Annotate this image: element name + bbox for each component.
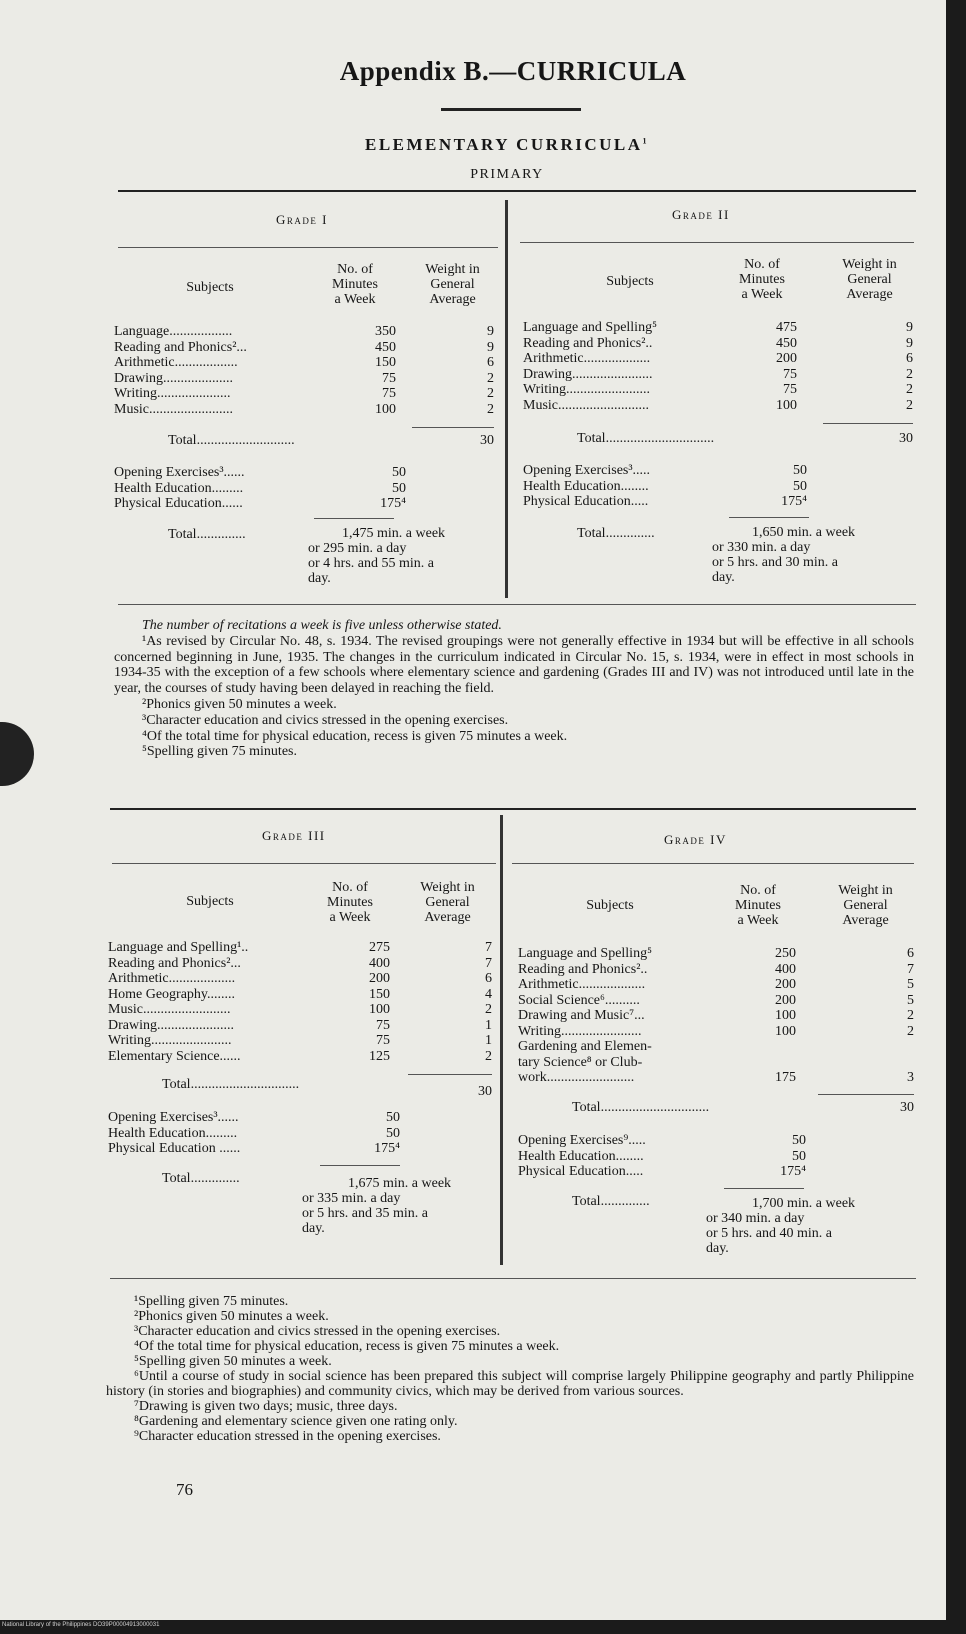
section-label: PRIMARY [470,167,544,182]
subject-cell: Gardening and Elemen- [518,1039,652,1054]
header-line: No. of [744,257,780,272]
minutes-cell: 200 [775,977,796,992]
footnote: ⁹Character education stressed in the opening exercises. [134,1429,441,1444]
header-line: Average [842,913,889,928]
table-row [523,398,913,414]
footnote: ⁵Spelling given 50 minutes a week. [134,1354,332,1369]
weight-cell: 2 [906,366,913,382]
grade4-heading: Grade IV [664,832,727,847]
table-row [518,993,914,1009]
header-line: Minutes [739,272,785,287]
minutes-cell: 250 [775,946,796,961]
table-row [518,1039,914,1055]
table-row [108,971,492,987]
weight-cell: 2 [485,1048,492,1064]
grade3-rows [108,940,492,1064]
grand-line: or 340 min. a day [706,1211,805,1226]
table-divider [505,200,508,598]
weight-cell: 5 [907,977,914,992]
grade4-minutes-header [718,883,798,928]
weight-cell: 1 [485,1017,492,1033]
grade2-rows [523,320,913,413]
weight-cell: 2 [487,401,494,417]
header-line: General [430,277,475,292]
scan-credit: National Library of the Philippines DO39P00004913000031 [2,1622,160,1628]
grade1-grand-label: Total.............. [168,527,246,542]
weight-cell: 7 [485,940,492,955]
grade3-subjects-header: Subjects [186,894,234,909]
footnote: ¹Spelling given 75 minutes. [134,1294,289,1309]
grade2-heading: Grade II [672,207,730,222]
weight-cell: 9 [487,324,494,339]
subject-cell: Drawing and Music⁷... [518,1008,645,1023]
minutes-cell: 450 [776,335,797,351]
weight-cell: 6 [487,355,494,370]
minutes-cell: 200 [369,971,390,986]
minutes-cell: 400 [775,961,796,977]
grade1-total-label: Total............................ [168,433,295,448]
weight-cell: 4 [485,986,492,1002]
grand-line: day. [302,1221,325,1236]
subject-cell: Writing....................... [518,1023,642,1039]
grade3-grand-total [302,1176,494,1236]
subject-cell: Writing........................ [523,382,650,397]
subject-cell: Music........................ [114,401,233,417]
weight-cell: 2 [906,382,913,397]
grade1-weight-rule [412,427,494,428]
weight-cell: 9 [487,339,494,355]
subject-cell: Home Geography........ [108,986,236,1002]
footnote: ⁸Gardening and elementary science given one rating only. [134,1414,458,1429]
footnote: ⁷Drawing is given two days; music, three days. [134,1399,398,1414]
minutes-cell: 125 [369,1048,390,1064]
header-line: Average [424,910,471,925]
subject-cell: Drawing....................... [523,366,653,382]
subject-cell: Arithmetic................... [518,977,646,992]
minutes-cell: 275 [369,940,390,955]
header-line: a Week [737,913,779,928]
grand-line: or 330 min. a day [712,540,811,555]
grade1-grand-total [308,526,498,586]
table-row [523,494,913,510]
grand-line: or 5 hrs. and 30 min. a [712,555,838,570]
weight-cell: 6 [485,971,492,986]
table-row [523,382,913,398]
grade3-heading: Grade III [262,828,326,843]
table-row [114,465,494,481]
subject-cell: Drawing.................... [114,370,233,386]
mid-notes [114,618,914,760]
table-row [518,1008,914,1024]
table-row [108,1002,492,1018]
footnote: ²Phonics given 50 minutes a week. [134,1309,329,1324]
header-line: No. of [740,883,776,898]
minutes-cell: 100 [775,1008,796,1023]
grade4-weight-header [818,883,913,928]
subject-cell: Language and Spelling⁵ [518,946,652,961]
grade2-extra-rows [523,463,913,510]
subtitle-text: ELEMENTARY CURRICULA [365,135,643,154]
minutes-cell: 50 [793,463,807,478]
subject-cell: Reading and Phonics²... [114,339,247,355]
grade2-grand-total [712,525,912,585]
minutes-cell: 50 [392,480,406,496]
table-row [523,479,913,495]
grade2-weight-rule [823,423,913,424]
minutes-cell: 100 [776,397,797,413]
header-line: Weight in [420,880,475,895]
header-line: Minutes [332,277,378,292]
grade3-extra-rows [108,1110,492,1157]
table-row [518,977,914,993]
grade1-total-weight: 30 [480,433,494,448]
grand-line: day. [706,1241,729,1256]
subject-cell: Social Science⁶.......... [518,992,640,1008]
grand-line: or 5 hrs. and 35 min. a [302,1206,428,1221]
grade4-rows [518,946,914,1086]
table-row [108,1033,492,1049]
grade4-total-label: Total............................... [572,1100,710,1115]
minutes-cell: 50 [792,1148,806,1164]
subject-cell: Opening Exercises³..... [523,463,651,478]
table-row [108,940,492,956]
grade4-subjects-header: Subjects [586,898,634,913]
header-line: General [843,898,888,913]
subject-cell: Drawing...................... [108,1017,234,1033]
footnote: ³Character education and civics stressed in the opening exercises. [134,1324,501,1339]
table-row [114,324,494,340]
minutes-cell: 100 [375,401,396,417]
minutes-cell: 175⁴ [380,496,406,511]
header-line: No. of [337,262,373,277]
subject-cell: Opening Exercises³...... [108,1110,239,1125]
table-row [518,1070,914,1086]
grade2-total-weight: 30 [899,431,913,446]
subject-cell: Health Education........ [518,1148,644,1164]
table-row [518,1149,914,1165]
grade2-weight-header [822,257,917,302]
subject-cell: Language.................. [114,324,233,339]
minutes-cell: 75 [783,382,797,397]
grand-line: 1,700 min. a week [752,1196,856,1211]
grade1-extra-rows [114,465,494,512]
minutes-cell: 75 [783,366,797,382]
scan-edge [946,0,966,1634]
header-line: a Week [741,287,783,302]
subject-cell: Health Education........ [523,478,649,494]
weight-cell: 5 [907,992,914,1008]
subject-cell: Physical Education..... [518,1164,644,1179]
grand-line: day. [712,570,735,585]
table-row [114,386,494,402]
page-number: 76 [176,1480,193,1499]
grade2-grand-label: Total.............. [577,526,655,541]
subject-cell: Music.......................... [523,397,649,413]
minutes-cell: 400 [369,955,390,971]
grade3-weight-rule [408,1074,492,1075]
header-line: Average [846,287,893,302]
subject-cell: Language and Spelling¹.. [108,940,249,955]
header-line: a Week [329,910,371,925]
page-title: Appendix B.—CURRICULA [339,56,687,86]
footnote-4: ⁴Of the total time for physical education, recess is given 75 minutes a week. [142,728,568,744]
weight-cell: 6 [907,946,914,961]
table-row [523,367,913,383]
minutes-cell: 200 [776,351,797,366]
table-row [518,1024,914,1040]
header-line: General [425,895,470,910]
header-line: Weight in [842,257,897,272]
binding-hole [0,722,34,786]
subject-cell: Writing....................... [108,1033,232,1048]
header-line: Weight in [425,262,480,277]
grade2-minutes-header [722,257,802,302]
table-row [108,1018,492,1034]
table2-top-rule [110,808,916,810]
subject-cell: Physical Education...... [114,496,243,511]
subject-cell: Health Education......... [114,480,244,496]
subject-cell: Arithmetic................... [523,351,651,366]
header-line: Minutes [735,898,781,913]
minutes-cell: 75 [376,1033,390,1048]
table-row [108,1141,492,1157]
subject-cell: Arithmetic.................. [114,355,238,370]
table-row [108,1110,492,1126]
grade1-subjects-header: Subjects [186,280,234,295]
section-subtitle [0,135,966,155]
table-row [518,946,914,962]
table-row [523,463,913,479]
minutes-cell: 75 [382,370,396,386]
header-line: No. of [332,880,368,895]
minutes-cell: 50 [793,478,807,494]
minutes-cell: 150 [369,986,390,1002]
table-row [523,320,913,336]
table-row [108,987,492,1003]
minutes-cell: 150 [375,355,396,370]
footnote-5: ⁵Spelling given 75 minutes. [142,744,297,760]
grade1-rows [114,324,494,417]
grade4-minutes-rule [724,1188,804,1189]
grade3-total-label: Total............................... [162,1077,300,1092]
weight-cell: 2 [907,1008,914,1023]
table-row [518,1055,914,1071]
grade4-grand-total [706,1196,914,1256]
weight-cell: 7 [485,955,492,971]
grand-line: 1,475 min. a week [342,526,446,541]
table-top-rule [118,190,916,192]
minutes-cell: 200 [775,992,796,1008]
grade1-header-rule [118,247,498,248]
grade2-minutes-rule [729,517,809,518]
minutes-cell: 75 [376,1017,390,1033]
weight-cell: 9 [906,335,913,351]
grade2-total-label: Total............................... [577,431,715,446]
table-row [518,1164,914,1180]
grade1-heading: Grade I [276,212,328,227]
grade3-total-weight: 30 [478,1084,492,1099]
footnote-3: ³Character education and civics stressed in the opening exercises. [142,712,509,728]
grade4-total-weight: 30 [900,1100,914,1115]
minutes-cell: 475 [776,320,797,335]
minutes-cell: 350 [375,324,396,339]
minutes-cell: 450 [375,339,396,355]
table2-bottom-rule [110,1278,916,1279]
footnote: ⁴Of the total time for physical education, recess is given 75 minutes a week. [134,1339,560,1354]
table-row [114,340,494,356]
weight-cell: 2 [906,397,913,413]
table-row [518,1133,914,1149]
subject-cell: Writing..................... [114,386,231,401]
weight-cell: 2 [485,1002,492,1017]
header-line: General [847,272,892,287]
subject-cell: Elementary Science...... [108,1048,241,1064]
minutes-cell: 100 [369,1002,390,1017]
grade3-weight-header [400,880,495,925]
grade4-weight-rule [818,1094,914,1095]
subject-cell: Music......................... [108,1002,231,1017]
subject-cell: Health Education......... [108,1125,238,1141]
weight-cell: 1 [485,1033,492,1048]
minutes-cell: 75 [382,386,396,401]
footnote-1: ¹As revised by Circular No. 48, s. 1934. The revised groupings were not generally effective in 1934 but will be effective in all schools concerned beginning in June, 1935. The changes in the curriculum indicated in Circular No. 15, s. 1934, were in effect in most schools in 1934-35 with the exception of a few schools where elementary science and gardening (Grades III and IV) was not introduced until late in the year, the courses of study having been delayed in reaching the field. [114,633,914,697]
weight-cell: 2 [907,1023,914,1039]
table-row [518,962,914,978]
subject-cell: Opening Exercises⁹..... [518,1133,646,1148]
minutes-cell: 175⁴ [374,1141,400,1156]
subject-cell: Reading and Phonics²... [108,955,241,971]
minutes-cell: 50 [386,1110,400,1125]
grade3-minutes-header [310,880,390,925]
grand-line: 1,650 min. a week [752,525,856,540]
subject-cell: Reading and Phonics².. [518,961,648,977]
weight-cell: 6 [906,351,913,366]
table-row [523,336,913,352]
header-line: a Week [334,292,376,307]
weight-cell: 7 [907,961,914,977]
header-line: Average [429,292,476,307]
grade2-subjects-header: Subjects [606,274,654,289]
grand-line: day. [308,571,331,586]
grade1-weight-header [405,262,500,307]
table-row [114,355,494,371]
minutes-cell: 50 [392,465,406,480]
table-bottom-rule [118,604,916,605]
table-row [114,481,494,497]
grade2-header-rule [520,242,914,243]
table-row [114,496,494,512]
subject-cell: Physical Education..... [523,494,649,509]
grand-line: or 4 hrs. and 55 min. a [308,556,434,571]
minutes-cell: 175⁴ [780,1164,806,1179]
grade3-header-rule [112,863,496,864]
minutes-cell: 100 [775,1023,796,1039]
grand-line: or 5 hrs. and 40 min. a [706,1226,832,1241]
grand-line: or 295 min. a day [308,541,407,556]
subject-cell: Reading and Phonics².. [523,335,653,351]
grand-line: 1,675 min. a week [348,1176,452,1191]
subject-cell: tary Science⁸ or Club- [518,1054,643,1070]
minutes-cell: 175 [775,1070,796,1085]
grade4-header-rule [512,863,914,864]
minutes-cell: 175⁴ [781,494,807,509]
subtitle-footnote-ref: 1 [642,136,649,146]
grand-line: or 335 min. a day [302,1191,401,1206]
subject-cell: Opening Exercises³...... [114,465,245,480]
minutes-cell: 50 [386,1125,400,1141]
footnote: ⁶Until a course of study in social science has been prepared this subject will comprise largely Philippine geography and partly Philippine history (in stories and biographies) and community civics, which may be derived from various sources. [106,1369,914,1399]
grade1-minutes-rule [314,518,394,519]
grade4-grand-label: Total.............. [572,1194,650,1209]
table-row [108,956,492,972]
table-row [523,351,913,367]
table2-divider [500,815,503,1265]
bottom-footnotes [106,1294,914,1444]
grade1-minutes-header [315,262,395,307]
subject-cell: Language and Spelling⁵ [523,320,657,335]
weight-cell: 3 [907,1070,914,1085]
grade3-minutes-rule [320,1165,400,1166]
grade3-grand-label: Total.............. [162,1171,240,1186]
footnote-2: ²Phonics given 50 minutes a week. [142,696,337,712]
subject-cell: Arithmetic................... [108,971,236,986]
table-row [108,1049,492,1065]
subject-cell: Physical Education ...... [108,1141,241,1156]
grade4-extra-rows [518,1133,914,1180]
table-row [114,371,494,387]
table-row [108,1126,492,1142]
minutes-cell: 50 [792,1133,806,1148]
title-rule [441,108,581,111]
weight-cell: 2 [487,386,494,401]
header-line: Weight in [838,883,893,898]
header-line: Minutes [327,895,373,910]
recitations-note: The number of recitations a week is five unless otherwise stated. [142,618,502,633]
weight-cell: 9 [906,320,913,335]
table-row [114,402,494,418]
weight-cell: 2 [487,370,494,386]
subject-cell: work......................... [518,1070,635,1085]
